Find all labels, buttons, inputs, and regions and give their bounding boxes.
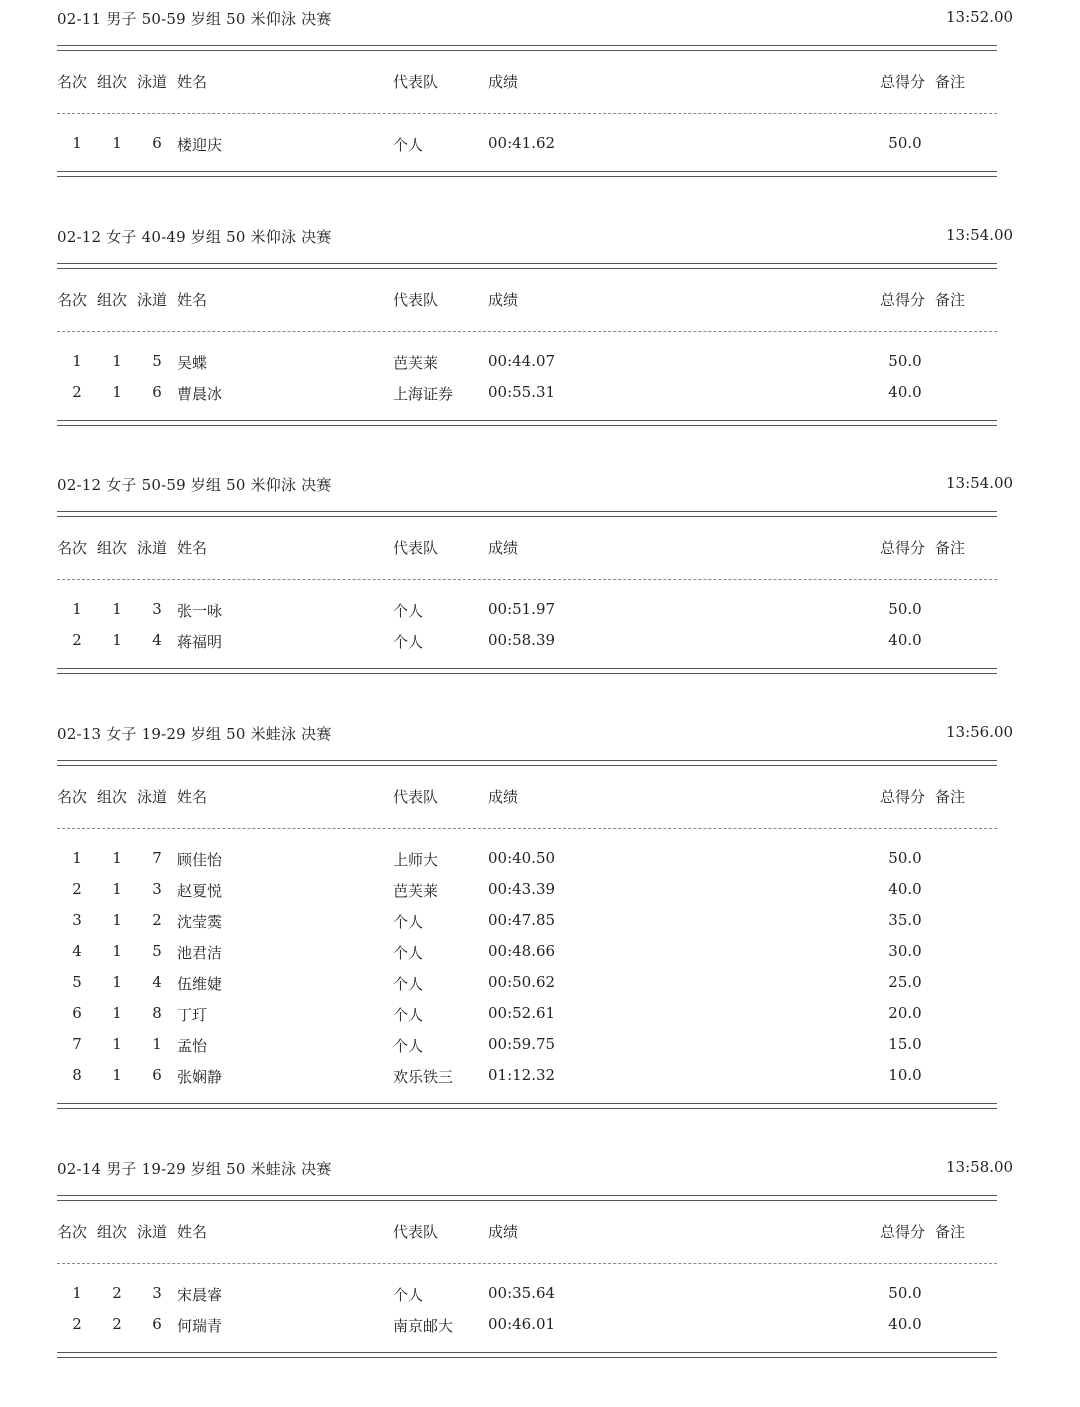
- event-title: 02-12 女子 50-59 岁组 50 米仰泳 决赛: [57, 476, 332, 494]
- points-cell: 25.0: [888, 973, 922, 991]
- team-cell: 上海证券: [393, 385, 454, 403]
- result-cell: 00:44.07: [488, 352, 556, 370]
- points-cell: 30.0: [888, 942, 922, 960]
- rank-cell: 1: [72, 600, 82, 618]
- header-result: 成绩: [488, 291, 519, 309]
- header-points: 总得分: [880, 291, 926, 309]
- group-cell: 1: [112, 849, 122, 867]
- header-name: 姓名: [177, 788, 208, 806]
- rank-cell: 1: [72, 352, 82, 370]
- result-cell: 00:47.85: [488, 911, 556, 929]
- group-cell: 1: [112, 134, 122, 152]
- team-cell: 个人: [393, 1286, 424, 1304]
- table-row: [0, 1004, 1080, 1028]
- name-cell: 赵夏悦: [177, 882, 223, 900]
- header-lane: 泳道: [137, 1223, 168, 1241]
- table-row: [0, 1035, 1080, 1059]
- points-cell: 10.0: [888, 1066, 922, 1084]
- name-cell: 孟怡: [177, 1037, 208, 1055]
- name-cell: 宋晨睿: [177, 1286, 223, 1304]
- rank-cell: 3: [72, 911, 82, 929]
- points-cell: 35.0: [888, 911, 922, 929]
- event-time: 13:58.00: [946, 1158, 1014, 1176]
- lane-cell: 5: [152, 942, 162, 960]
- points-cell: 40.0: [888, 383, 922, 401]
- dashed-rule: [57, 113, 997, 114]
- points-cell: 50.0: [888, 600, 922, 618]
- result-cell: 01:12.32: [488, 1066, 556, 1084]
- lane-cell: 6: [152, 1066, 162, 1084]
- table-row: [0, 383, 1080, 407]
- table-row: [0, 631, 1080, 655]
- team-cell: 个人: [393, 136, 424, 154]
- header-lane: 泳道: [137, 788, 168, 806]
- result-cell: 00:50.62: [488, 973, 556, 991]
- double-rule: [57, 668, 997, 674]
- result-cell: 00:48.66: [488, 942, 556, 960]
- name-cell: 蒋福明: [177, 633, 223, 651]
- dashed-rule: [57, 579, 997, 580]
- group-cell: 1: [112, 973, 122, 991]
- event-title: 02-11 男子 50-59 岁组 50 米仰泳 决赛: [57, 10, 332, 28]
- lane-cell: 2: [152, 911, 162, 929]
- points-cell: 50.0: [888, 849, 922, 867]
- header-note: 备注: [935, 1223, 966, 1241]
- header-note: 备注: [935, 73, 966, 91]
- result-cell: 00:58.39: [488, 631, 556, 649]
- result-cell: 00:40.50: [488, 849, 556, 867]
- name-cell: 沈莹霙: [177, 913, 223, 931]
- header-points: 总得分: [880, 788, 926, 806]
- event-section: [0, 0, 1080, 226]
- table-row: [0, 600, 1080, 624]
- header-lane: 泳道: [137, 291, 168, 309]
- name-cell: 楼迎庆: [177, 136, 223, 154]
- event-time: 13:52.00: [946, 8, 1014, 26]
- double-rule: [57, 45, 997, 51]
- header-note: 备注: [935, 788, 966, 806]
- event-section: [0, 466, 1080, 723]
- header-lane: 泳道: [137, 539, 168, 557]
- dashed-rule: [57, 1263, 997, 1264]
- event-title: 02-12 女子 40-49 岁组 50 米仰泳 决赛: [57, 228, 332, 246]
- name-cell: 池君洁: [177, 944, 223, 962]
- result-cell: 00:35.64: [488, 1284, 556, 1302]
- header-result: 成绩: [488, 73, 519, 91]
- result-cell: 00:41.62: [488, 134, 556, 152]
- table-row: [0, 1315, 1080, 1339]
- header-group: 组次: [97, 1223, 128, 1241]
- lane-cell: 6: [152, 134, 162, 152]
- rank-cell: 4: [72, 942, 82, 960]
- table-row: [0, 352, 1080, 376]
- group-cell: 1: [112, 1035, 122, 1053]
- rank-cell: 1: [72, 849, 82, 867]
- header-points: 总得分: [880, 73, 926, 91]
- dashed-rule: [57, 828, 997, 829]
- name-cell: 顾佳怡: [177, 851, 223, 869]
- header-rank: 名次: [57, 73, 88, 91]
- team-cell: 个人: [393, 944, 424, 962]
- event-time: 13:54.00: [946, 474, 1014, 492]
- double-rule: [57, 263, 997, 269]
- header-points: 总得分: [880, 1223, 926, 1241]
- result-cell: 00:55.31: [488, 383, 556, 401]
- header-name: 姓名: [177, 291, 208, 309]
- group-cell: 1: [112, 942, 122, 960]
- points-cell: 50.0: [888, 134, 922, 152]
- result-cell: 00:46.01: [488, 1315, 556, 1333]
- header-name: 姓名: [177, 539, 208, 557]
- team-cell: 个人: [393, 1037, 424, 1055]
- double-rule: [57, 760, 997, 766]
- lane-cell: 3: [152, 600, 162, 618]
- table-row: [0, 973, 1080, 997]
- event-section: [0, 218, 1080, 475]
- header-team: 代表队: [393, 539, 439, 557]
- table-row: [0, 942, 1080, 966]
- rank-cell: 7: [72, 1035, 82, 1053]
- lane-cell: 4: [152, 973, 162, 991]
- points-cell: 50.0: [888, 352, 922, 370]
- header-note: 备注: [935, 291, 966, 309]
- header-rank: 名次: [57, 788, 88, 806]
- event-section: [0, 1150, 1080, 1407]
- rank-cell: 1: [72, 134, 82, 152]
- header-result: 成绩: [488, 1223, 519, 1241]
- header-group: 组次: [97, 73, 128, 91]
- rank-cell: 2: [72, 631, 82, 649]
- double-rule: [57, 171, 997, 177]
- points-cell: 15.0: [888, 1035, 922, 1053]
- header-team: 代表队: [393, 1223, 439, 1241]
- lane-cell: 3: [152, 880, 162, 898]
- lane-cell: 6: [152, 383, 162, 401]
- rank-cell: 2: [72, 383, 82, 401]
- lane-cell: 1: [152, 1035, 162, 1053]
- team-cell: 个人: [393, 1006, 424, 1024]
- name-cell: 吴蝶: [177, 354, 208, 372]
- event-time: 13:56.00: [946, 723, 1014, 741]
- result-cell: 00:59.75: [488, 1035, 556, 1053]
- double-rule: [57, 1103, 997, 1109]
- result-cell: 00:51.97: [488, 600, 556, 618]
- header-points: 总得分: [880, 539, 926, 557]
- name-cell: 伍维婕: [177, 975, 223, 993]
- table-row: [0, 880, 1080, 904]
- table-row: [0, 911, 1080, 935]
- header-name: 姓名: [177, 73, 208, 91]
- points-cell: 40.0: [888, 880, 922, 898]
- points-cell: 20.0: [888, 1004, 922, 1022]
- group-cell: 1: [112, 1066, 122, 1084]
- name-cell: 张娴静: [177, 1068, 223, 1086]
- lane-cell: 4: [152, 631, 162, 649]
- double-rule: [57, 1195, 997, 1201]
- points-cell: 40.0: [888, 631, 922, 649]
- header-group: 组次: [97, 539, 128, 557]
- result-cell: 00:52.61: [488, 1004, 556, 1022]
- team-cell: 芭芙莱: [393, 354, 439, 372]
- group-cell: 1: [112, 352, 122, 370]
- header-team: 代表队: [393, 788, 439, 806]
- header-rank: 名次: [57, 291, 88, 309]
- team-cell: 个人: [393, 975, 424, 993]
- event-title: 02-13 女子 19-29 岁组 50 米蛙泳 决赛: [57, 725, 332, 743]
- event-section: [0, 715, 1080, 1158]
- header-name: 姓名: [177, 1223, 208, 1241]
- table-row: [0, 849, 1080, 873]
- rank-cell: 8: [72, 1066, 82, 1084]
- header-note: 备注: [935, 539, 966, 557]
- group-cell: 1: [112, 600, 122, 618]
- name-cell: 丁玎: [177, 1006, 208, 1024]
- group-cell: 2: [112, 1284, 122, 1302]
- event-time: 13:54.00: [946, 226, 1014, 244]
- header-result: 成绩: [488, 788, 519, 806]
- group-cell: 1: [112, 880, 122, 898]
- team-cell: 个人: [393, 633, 424, 651]
- table-row: [0, 1066, 1080, 1090]
- team-cell: 欢乐铁三: [393, 1068, 454, 1086]
- rank-cell: 1: [72, 1284, 82, 1302]
- name-cell: 何瑞青: [177, 1317, 223, 1335]
- group-cell: 1: [112, 1004, 122, 1022]
- name-cell: 张一咏: [177, 602, 223, 620]
- event-title: 02-14 男子 19-29 岁组 50 米蛙泳 决赛: [57, 1160, 332, 1178]
- result-cell: 00:43.39: [488, 880, 556, 898]
- lane-cell: 3: [152, 1284, 162, 1302]
- header-result: 成绩: [488, 539, 519, 557]
- group-cell: 2: [112, 1315, 122, 1333]
- team-cell: 芭芙莱: [393, 882, 439, 900]
- header-group: 组次: [97, 788, 128, 806]
- group-cell: 1: [112, 383, 122, 401]
- group-cell: 1: [112, 631, 122, 649]
- header-rank: 名次: [57, 539, 88, 557]
- table-row: [0, 1284, 1080, 1308]
- rank-cell: 6: [72, 1004, 82, 1022]
- header-team: 代表队: [393, 291, 439, 309]
- rank-cell: 2: [72, 880, 82, 898]
- header-team: 代表队: [393, 73, 439, 91]
- header-group: 组次: [97, 291, 128, 309]
- team-cell: 个人: [393, 602, 424, 620]
- rank-cell: 2: [72, 1315, 82, 1333]
- double-rule: [57, 1352, 997, 1358]
- lane-cell: 5: [152, 352, 162, 370]
- double-rule: [57, 511, 997, 517]
- header-rank: 名次: [57, 1223, 88, 1241]
- table-row: [0, 134, 1080, 158]
- points-cell: 40.0: [888, 1315, 922, 1333]
- dashed-rule: [57, 331, 997, 332]
- lane-cell: 7: [152, 849, 162, 867]
- lane-cell: 6: [152, 1315, 162, 1333]
- name-cell: 曹晨冰: [177, 385, 223, 403]
- team-cell: 南京邮大: [393, 1317, 454, 1335]
- double-rule: [57, 420, 997, 426]
- team-cell: 上师大: [393, 851, 439, 869]
- lane-cell: 8: [152, 1004, 162, 1022]
- rank-cell: 5: [72, 973, 82, 991]
- team-cell: 个人: [393, 913, 424, 931]
- group-cell: 1: [112, 911, 122, 929]
- header-lane: 泳道: [137, 73, 168, 91]
- points-cell: 50.0: [888, 1284, 922, 1302]
